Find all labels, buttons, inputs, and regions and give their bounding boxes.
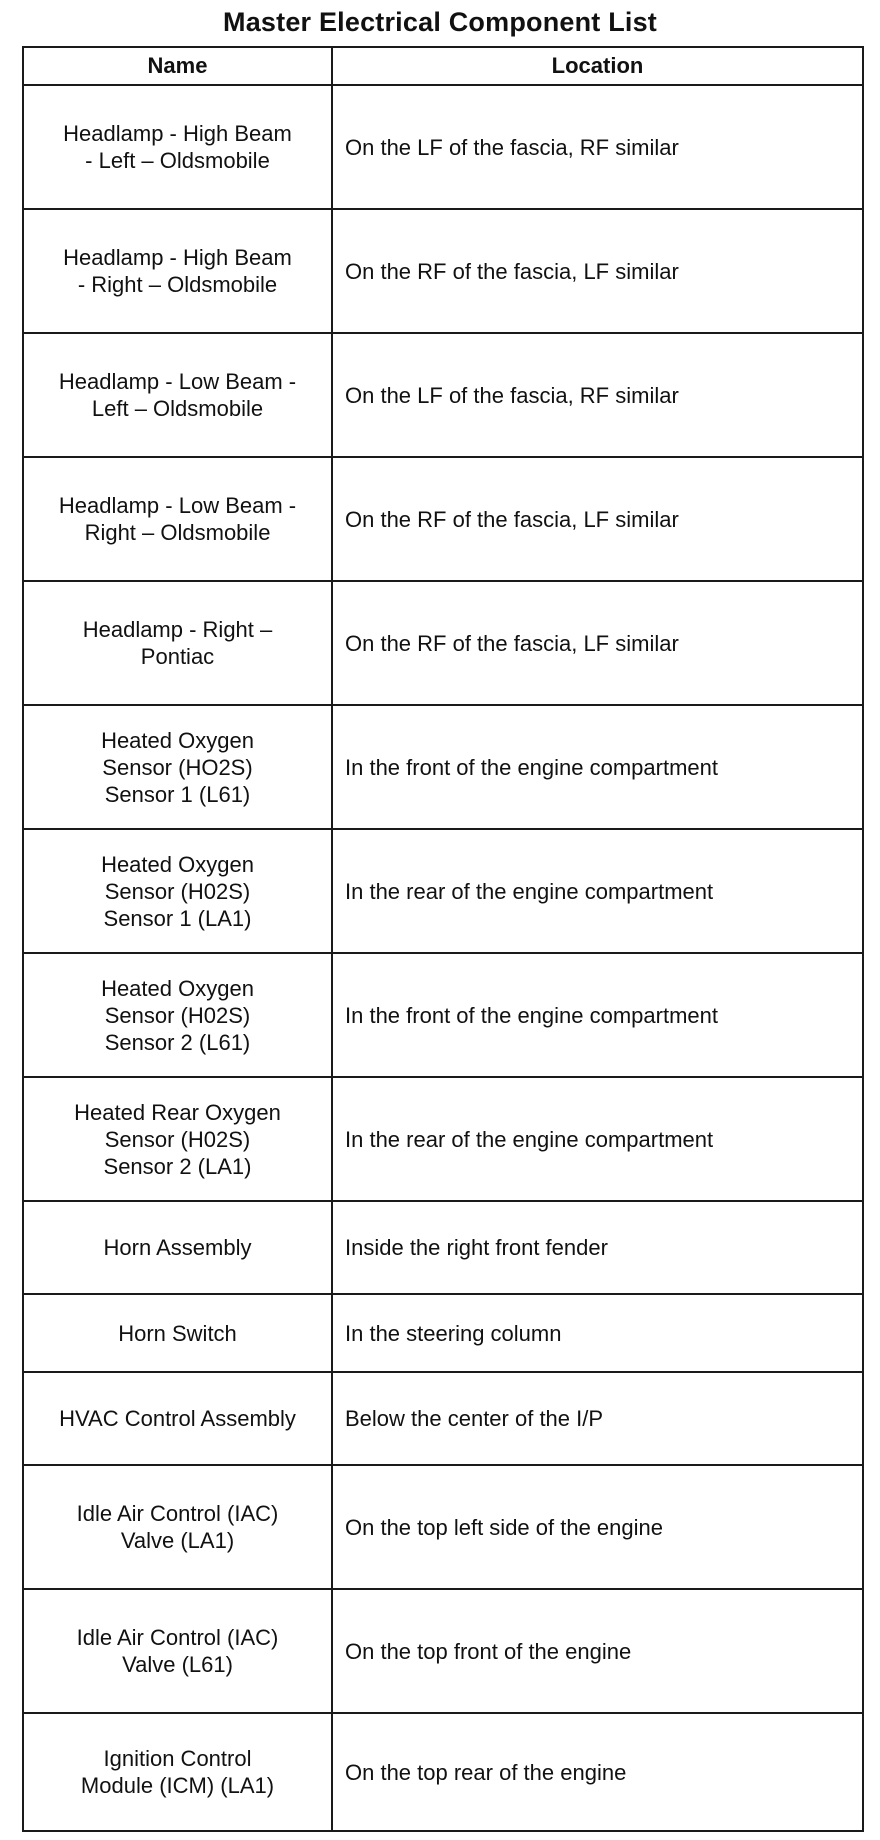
component-location: On the LF of the fascia, RF similar (332, 333, 863, 457)
component-name: Headlamp - Low Beam - Left – Oldsmobile (23, 333, 332, 457)
component-location: On the LF of the fascia, RF similar (332, 85, 863, 209)
component-location: In the front of the engine compartment (332, 705, 863, 829)
table-row (23, 333, 863, 457)
table-row (23, 1372, 863, 1465)
table-row (23, 1713, 863, 1831)
table-row (23, 85, 863, 209)
component-name: Idle Air Control (IAC) Valve (LA1) (23, 1465, 332, 1589)
column-header-name: Name (23, 47, 332, 85)
component-name: Heated Oxygen Sensor (H02S) Sensor 2 (L61) (23, 953, 332, 1077)
component-name: Headlamp - High Beam - Left – Oldsmobile (23, 85, 332, 209)
component-name: Heated Rear Oxygen Sensor (H02S) Sensor 2 (LA1) (23, 1077, 332, 1201)
component-location: In the rear of the engine compartment (332, 1077, 863, 1201)
component-name: Heated Oxygen Sensor (H02S) Sensor 1 (LA1) (23, 829, 332, 953)
table-row (23, 705, 863, 829)
component-location: Inside the right front fender (332, 1201, 863, 1294)
component-name: Headlamp - High Beam - Right – Oldsmobile (23, 209, 332, 333)
component-location: In the steering column (332, 1294, 863, 1372)
table-row (23, 1294, 863, 1372)
component-location: On the top front of the engine (332, 1589, 863, 1713)
component-location: On the top left side of the engine (332, 1465, 863, 1589)
component-name: Horn Switch (23, 1294, 332, 1372)
column-header-location: Location (332, 47, 863, 85)
table-row (23, 1589, 863, 1713)
component-location: Below the center of the I/P (332, 1372, 863, 1465)
component-location: On the RF of the fascia, LF similar (332, 457, 863, 581)
table-row (23, 829, 863, 953)
table-row (23, 1077, 863, 1201)
component-location: On the top rear of the engine (332, 1713, 863, 1831)
table-row (23, 581, 863, 705)
table-row (23, 953, 863, 1077)
component-name: Ignition Control Module (ICM) (LA1) (23, 1713, 332, 1831)
component-location: In the front of the engine compartment (332, 953, 863, 1077)
component-location: On the RF of the fascia, LF similar (332, 209, 863, 333)
table-row (23, 209, 863, 333)
component-location: In the rear of the engine compartment (332, 829, 863, 953)
component-name: Headlamp - Right – Pontiac (23, 581, 332, 705)
table-row (23, 457, 863, 581)
component-name: HVAC Control Assembly (23, 1372, 332, 1465)
component-name: Heated Oxygen Sensor (HO2S) Sensor 1 (L61) (23, 705, 332, 829)
component-name: Headlamp - Low Beam - Right – Oldsmobile (23, 457, 332, 581)
table-row (23, 1201, 863, 1294)
document-title: Master Electrical Component List (223, 7, 657, 37)
component-location: On the RF of the fascia, LF similar (332, 581, 863, 705)
component-table (22, 46, 864, 1832)
component-name: Idle Air Control (IAC) Valve (L61) (23, 1589, 332, 1713)
component-name: Horn Assembly (23, 1201, 332, 1294)
table-header-row (23, 47, 863, 85)
table-row (23, 1465, 863, 1589)
